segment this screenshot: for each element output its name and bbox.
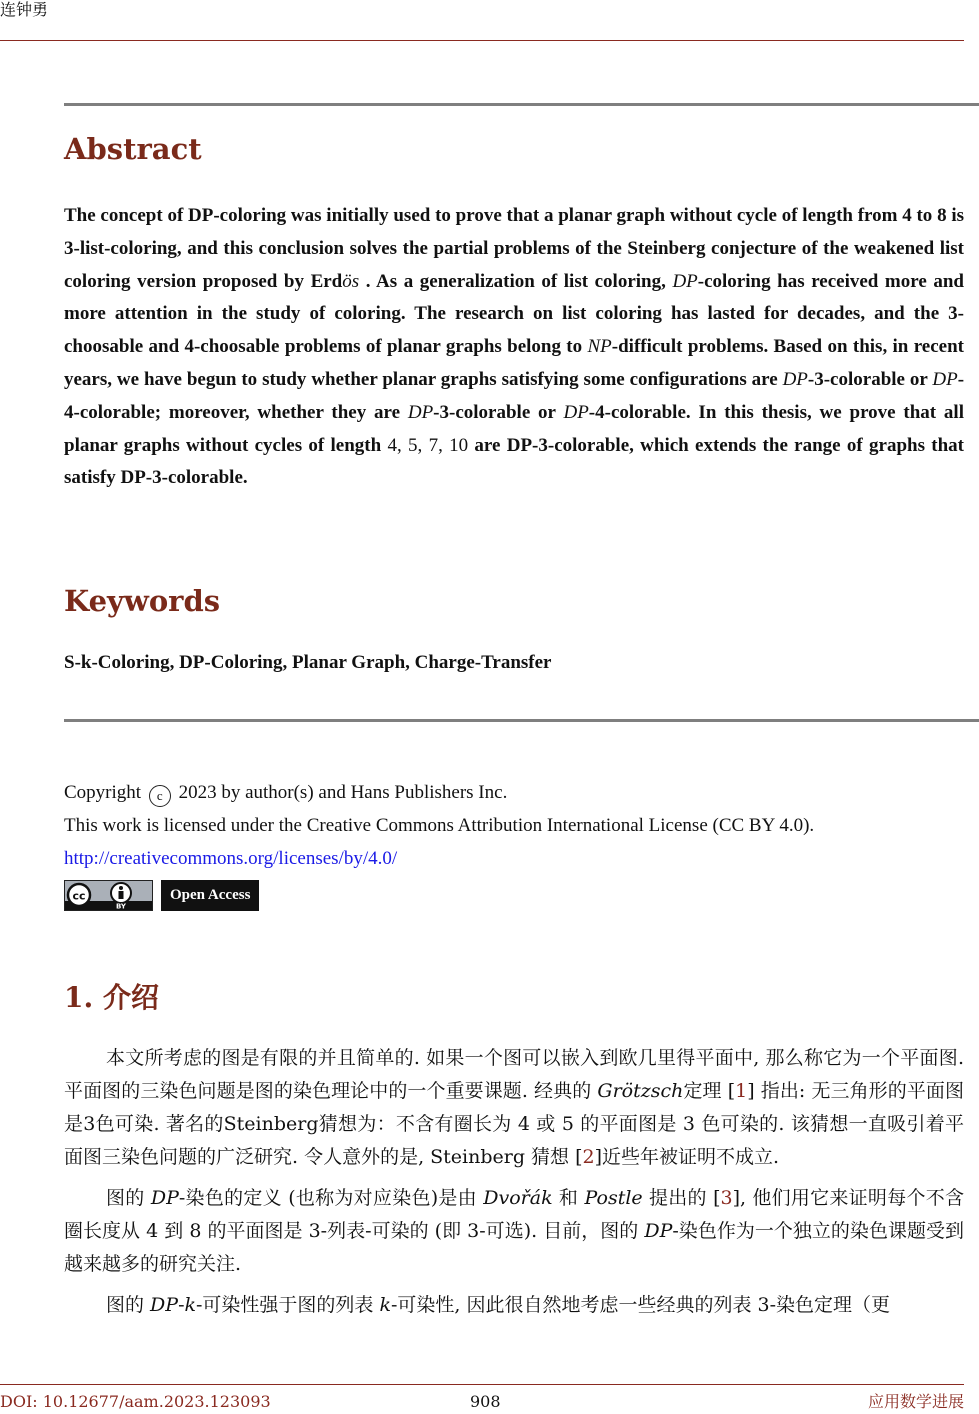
p3-text-4: -可染性, 因此很自然地考虑一些经典的列表 3-染色定理（更 [391,1294,891,1316]
abstract-math-dp: DP [672,270,698,292]
p2-text-1: 图的 [106,1187,151,1209]
open-access-badge[interactable]: Open Access [161,880,259,911]
p2-math-dvorak: Dvořák [483,1187,553,1209]
copyright-block [64,776,974,875]
abstract-math-dp: DP [932,368,958,390]
abstract-math-dp: DP [563,401,589,423]
copyright-icon: c [149,785,171,807]
abstract-text-6: -4-colorable; moreover, whether they are [64,368,965,423]
abstract-math-np: NP [587,336,612,358]
svg-text:cc: cc [72,889,86,903]
abstract-bottom-rule [64,719,979,722]
footer-journal: 应用数学进展 [867,1392,964,1411]
p2-text-3: 和 [552,1187,585,1209]
p2-math-postle: Postle [584,1187,643,1209]
citation-2[interactable]: 2 [582,1146,595,1168]
abstract-text-3: -coloring has received more and more attention in the study of coloring. The research on list coloring has lasted for decades, and the 3-choosable and 4-choosable problems of planar graphs belong to [64,270,964,358]
copyright-prefix: Copyright [64,782,142,803]
copyright-owner: 2023 by author(s) and Hans Publishers Inc. [178,782,508,803]
abstract-text-8: -4-colorable. In this thesis, we prove that all planar graphs without cycles of length [64,401,964,456]
footer-page-number: 908 [470,1392,501,1411]
section-1-title: 1. 介绍 [64,981,159,1014]
abstract-math-dp: DP [407,401,434,423]
running-header-author: 连钟勇 [0,0,49,19]
copyright-line [64,776,974,809]
abstract-text-2: . As a generalization of list coloring, [359,270,673,292]
paragraph-2 [64,1182,964,1281]
keywords-list: S-k-Coloring, DP-Coloring, Planar Graph, Charge-Transfer [64,652,552,673]
section-1-body [64,1042,964,1330]
abstract-top-rule [64,103,979,106]
p1-text-2: 定理 [ [683,1080,736,1102]
p2-text-5: ], 他们用它来证明每个不含圈长度从 4 到 8 的平面图是 3-列表-可染的 (即 3-可选). 目前，图的 [64,1187,964,1242]
abstract-text-7: -3-colorable or [433,401,564,423]
p2-math-dp: DP [644,1220,673,1242]
footer-divider [0,1384,964,1385]
p2-text-2: -染色的定义 (也称为对应染色)是由 [178,1187,484,1209]
p1-math-grotzsch: Grötzsch [597,1080,684,1102]
p2-math-dp: DP [150,1187,179,1209]
abstract-text-9: are DP-3-colorable, which extends the range of graphs that satisfy DP-3-colorable. [64,434,964,489]
abstract-math-erdos: ös [342,270,360,292]
paragraph-3 [64,1289,964,1322]
license-link[interactable]: http://creativecommons.org/licenses/by/4.0/ [64,848,398,869]
license-badges [64,880,259,911]
p1-text-3: ] 指出: 无三角形的平面图是3色可染. 著名的Steinberg猜想为：不含有圈长为 4 或 5 的平面图是 3 色可染的. 该猜想一直吸引着平面图三染色问题的广泛研究. 令人意外的是, Steinberg 猜想 [ [64,1080,964,1168]
abstract-math-dp: DP [782,368,808,390]
abstract-math-lengths: 4, 5, 7, 10 [387,434,469,456]
p1-text-1: 本文所考虑的图是有限的并且简单的. 如果一个图可以嵌入到欧几里得平面中, 那么称它为一个平面图. 平面图的三染色问题是图的染色理论中的一个重要课题. 经典的 [64,1047,964,1102]
header-divider [0,40,964,41]
p3-math-k: k [379,1294,391,1316]
cc-by-label: BY [115,902,127,910]
license-line: This work is licensed under the Creative Commons Attribution International License (CC BY 4.0). [64,815,815,836]
p1-text-4: ]近些年被证明不成立. [594,1146,780,1168]
abstract-text-1: The concept of DP-coloring was initially used to prove that a planar graph without cycle of length from 4 to 8 is 3-list-coloring, and this conclusion solves the partial problems of the Steinberg conjecture of the weakened list coloring version proposed by Erd [64,205,964,292]
p3-text-3: -可染性强于图的列表 [196,1294,380,1316]
p3-text-1: 图的 [106,1294,151,1316]
p2-text-6: -染色作为一个独立的染色课题受到越来越多的研究关注. [64,1220,965,1275]
cc-by-badge[interactable] [64,880,153,911]
abstract-text-5: -3-colorable or [807,368,933,390]
p3-math-k: k [184,1294,197,1316]
footer-doi[interactable]: DOI: 10.12677/aam.2023.123093 [0,1392,271,1411]
abstract-title: Abstract [64,132,202,166]
p3-math-dp: DP [150,1294,179,1316]
citation-1[interactable]: 1 [735,1080,748,1102]
p2-text-4: 提出的 [ [642,1187,721,1209]
keywords-title: Keywords [64,584,221,618]
abstract-text-4: -difficult problems. Based on this, in recent years, we have begun to study whether planar graphs satisfying some configurations are [64,336,964,390]
paragraph-1 [64,1042,964,1174]
p3-text-2: - [178,1294,185,1316]
citation-3[interactable]: 3 [720,1187,733,1209]
abstract-body [64,200,964,495]
cc-by-icon [65,881,152,910]
